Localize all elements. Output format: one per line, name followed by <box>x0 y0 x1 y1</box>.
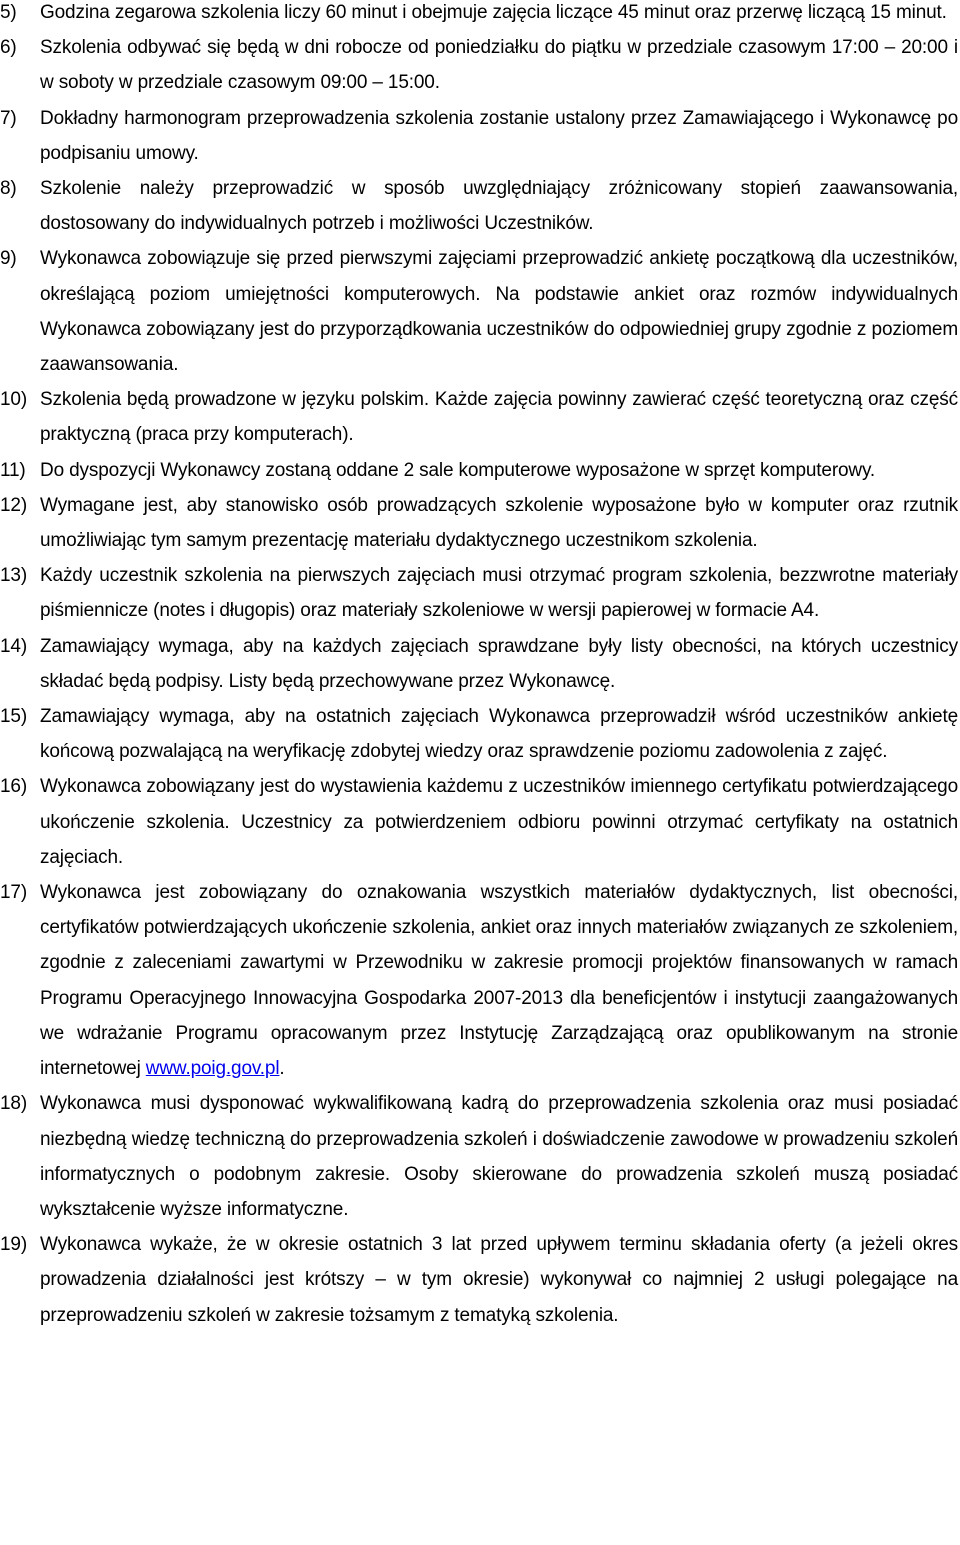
item-number: 14) <box>0 635 28 657</box>
item-text: Każdy uczestnik szkolenia na pierwszych zajęciach musi otrzymać program szkolenia, bezzwrotne materiały piśmiennicze (notes i długopis) oraz materiały szkoleniowe w wersji papierowej w formacie A4. <box>40 565 958 622</box>
item-number: 11) <box>0 459 26 481</box>
item-text: Szkolenia będą prowadzone w języku polskim. Każde zajęcia powinny zawierać część teoretyczną oraz część praktyczną (praca przy komputerach). <box>40 389 958 446</box>
list-item-7 <box>0 101 960 171</box>
item-text: Do dyspozycji Wykonawcy zostaną oddane 2 sale komputerowe wyposażone w sprzęt komputerowy. <box>40 459 876 481</box>
list-item-10 <box>0 382 960 452</box>
item-text: Szkolenia odbywać się będą w dni robocze od poniedziałku do piątku w przedziale czasowym 17:00 – 20:00 i w soboty w przedziale czasowym 09:00 – 15:00. <box>40 37 958 94</box>
list-item-16 <box>0 769 960 875</box>
list-item-8 <box>0 171 960 241</box>
item-text: Zamawiający wymaga, aby na każdych zajęciach sprawdzane były listy obecności, na których uczestnicy składać będą podpisy. Listy będą przechowywane przez Wykonawcę. <box>40 635 958 692</box>
list-item-6 <box>0 30 960 100</box>
list-item-14 <box>0 629 960 699</box>
item-text-end: . <box>279 1058 285 1080</box>
item-text: Wykonawca wykaże, że w okresie ostatnich 3 lat przed upływem terminu składania oferty (a jeżeli okres prowadzenia działalności jest krótszy – w tym okresie) wykonywał co najmniej 2 usługi polegające na przeprowadzeniu szkoleń w zakresie tożsamym z tematyką szkolenia. <box>40 1234 958 1326</box>
item-number: 7) <box>0 107 17 129</box>
item-number: 8) <box>0 178 17 200</box>
item-number: 6) <box>0 37 17 59</box>
item-text: Wykonawca musi dysponować wykwalifikowaną kadrą do przeprowadzenia szkolenia oraz musi posiadać niezbędną wiedzę techniczną do przeprowadzenia szkoleń i doświadczenie zawodowe w prowadzeniu szkoleń informatycznych o podobnym zakresie. Osoby skierowane do prowadzenia szkoleń muszą posiadać wykształcenie wyższe informatyczne. <box>40 1093 958 1220</box>
list-item-19 <box>0 1227 960 1333</box>
list-item-12 <box>0 488 960 558</box>
list-item-15 <box>0 699 960 769</box>
list-item-13 <box>0 558 960 628</box>
item-number: 16) <box>0 776 28 798</box>
website-link[interactable]: www.poig.gov.pl <box>145 1058 280 1080</box>
item-number: 18) <box>0 1093 28 1115</box>
item-number: 10) <box>0 389 28 411</box>
item-text: Wykonawca zobowiązuje się przed pierwszymi zajęciami przeprowadzić ankietę początkową dla uczestników, określającą poziom umiejętności komputerowych. Na podstawie ankiet oraz rozmów indywidualnych Wykonawca zobowiązany jest do przyporządkowania uczestników do odpowiedniej grupy zgodnie z poziomem zaawansowania. <box>40 248 958 376</box>
item-text: Szkolenie należy przeprowadzić w sposób uwzględniający zróżnicowany stopień zaawansowania, dostosowany do indywidualnych potrzeb i możliwości Uczestników. <box>40 178 958 235</box>
list-item-9 <box>0 241 960 382</box>
item-number: 19) <box>0 1234 28 1256</box>
list-item-11 <box>0 453 960 488</box>
item-text: Wykonawca jest zobowiązany do oznakowania wszystkich materiałów dydaktycznych, list obecności, certyfikatów potwierdzających ukończenie szkolenia, ankiet oraz innych materiałów związanych ze szkoleniem, zgodnie z zaleceniami zawartymi w Przewodniku w zakresie promocji projektów finansowanych w ramach Programu Operacyjnego Innowacyjna Gospodarka 2007-2013 dla beneficjentów i instytucji zaangażowanych we wdrażanie Programu opracowanym przez Instytucję Zarządzającą oraz opublikowanym na stronie internetowej <box>40 882 958 1080</box>
item-text: Zamawiający wymaga, aby na ostatnich zajęciach Wykonawca przeprowadził wśród uczestników ankietę końcową pozwalającą na weryfikację zdobytej wiedzy oraz sprawdzenie poziomu zadowolenia z zajęć. <box>40 706 958 763</box>
item-number: 5) <box>0 2 17 23</box>
item-number: 9) <box>0 248 17 270</box>
item-number: 13) <box>0 565 28 587</box>
list-item-17 <box>0 875 960 1086</box>
item-number: 15) <box>0 706 28 728</box>
list-item-18 <box>0 1086 960 1227</box>
item-text: Dokładny harmonogram przeprowadzenia szkolenia zostanie ustalony przez Zamawiającego i Wykonawcę po podpisaniu umowy. <box>40 107 958 164</box>
item-text: Wykonawca zobowiązany jest do wystawienia każdemu z uczestników imiennego certyfikatu potwierdzającego ukończenie szkolenia. Uczestnicy za potwierdzeniem odbioru powinni otrzymać certyfikaty na ostatnich zajęciach. <box>40 776 958 868</box>
item-number: 17) <box>0 882 28 904</box>
item-text: Wymagane jest, aby stanowisko osób prowadzących szkolenie wyposażone było w komputer oraz rzutnik umożliwiając tym samym prezentację materiału dydaktycznego uczestnikom szkolenia. <box>40 494 958 552</box>
item-text: Godzina zegarowa szkolenia liczy 60 minut i obejmuje zajęcia liczące 45 minut oraz przerwę liczącą 15 minut. <box>40 2 947 23</box>
item-number: 12) <box>0 494 28 516</box>
list-item-5 <box>0 0 960 30</box>
